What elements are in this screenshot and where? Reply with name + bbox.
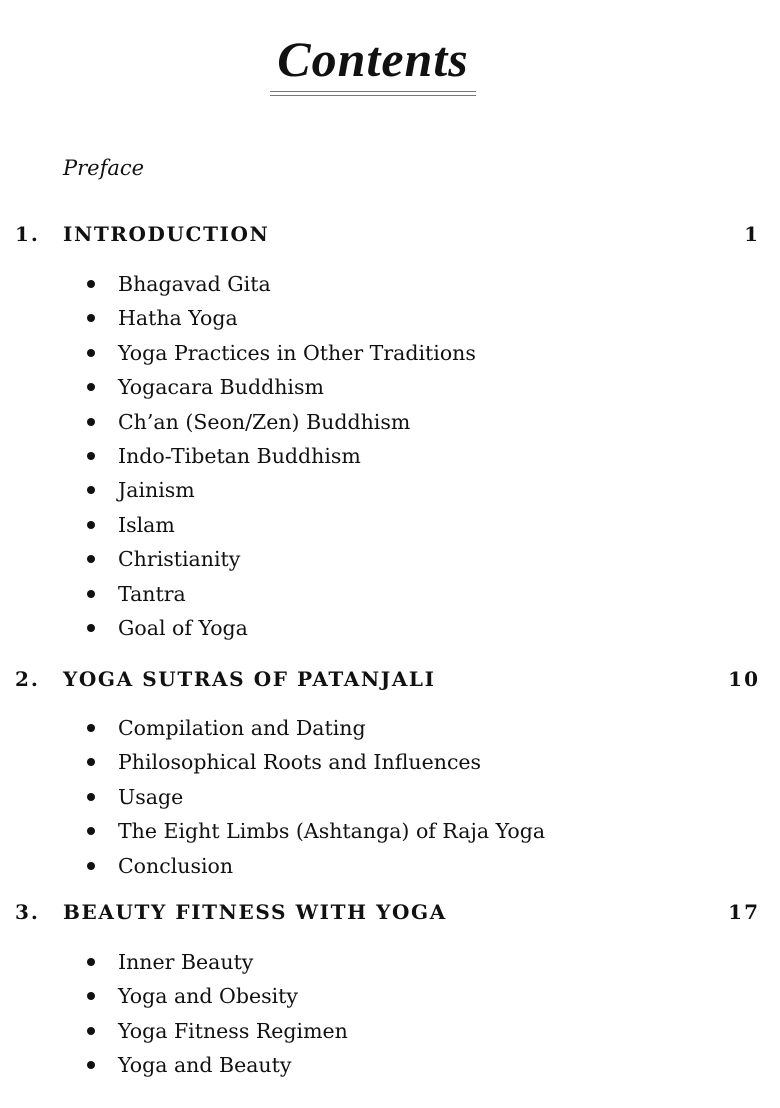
bullet-icon (87, 555, 95, 563)
bullet-icon (87, 486, 95, 494)
section-title: Philosophical Roots and Influences (118, 750, 482, 775)
chapter-page-number: 17 (728, 900, 760, 924)
section-title: Yoga Fitness Regimen (118, 1018, 348, 1043)
section-title: Yoga Practices in Other Traditions (118, 340, 476, 365)
bullet-icon (87, 590, 95, 598)
section-title: Conclusion (118, 853, 234, 878)
section-title: Goal of Yoga (118, 615, 248, 640)
section-title: Compilation and Dating (118, 716, 366, 740)
bullet-icon (87, 1027, 95, 1035)
section-title: Ch’an (Seon/Zen) Buddhism (118, 409, 411, 434)
bullet-icon (87, 349, 95, 357)
chapter-page-number: 1 (744, 222, 760, 246)
bullet-icon (87, 452, 95, 460)
bullet-icon (87, 314, 95, 322)
section-title: Yoga and Beauty (118, 1053, 292, 1078)
bullet-icon (87, 862, 95, 870)
chapter-heading (0, 222, 780, 252)
bullet-icon (87, 827, 95, 835)
section-title: Inner Beauty (118, 950, 254, 974)
chapter-title: INTRODUCTION (63, 222, 270, 246)
section-title: Usage (118, 784, 184, 809)
title-underline (270, 91, 476, 92)
title-underline (270, 95, 476, 96)
preface-entry: Preface (63, 156, 145, 180)
chapter-number: 1. (15, 222, 40, 246)
page-title: Contents (277, 31, 469, 87)
chapter-heading (0, 900, 780, 930)
chapter-page-number: 10 (728, 667, 760, 691)
bullet-icon (87, 624, 95, 632)
section-title: Jainism (118, 478, 195, 503)
section-title: Yogacara Buddhism (118, 375, 324, 400)
bullet-icon (87, 724, 95, 732)
section-title: Islam (118, 512, 175, 537)
bullet-icon (87, 793, 95, 801)
bullet-icon (87, 521, 95, 529)
bullet-icon (87, 958, 95, 966)
chapter-number: 3. (15, 900, 40, 924)
chapter-title: BEAUTY FITNESS WITH YOGA (63, 900, 447, 924)
section-title: Indo-Tibetan Buddhism (118, 443, 361, 468)
section-title: Christianity (118, 547, 241, 572)
bullet-icon (87, 758, 95, 766)
chapter-number: 2. (15, 667, 40, 691)
bullet-icon (87, 383, 95, 391)
bullet-icon (87, 992, 95, 1000)
bullet-icon (87, 418, 95, 426)
chapter-title: YOGA SUTRAS OF PATANJALI (63, 667, 436, 691)
section-title: Yoga and Obesity (118, 984, 298, 1009)
section-title: Bhagavad Gita (118, 272, 271, 296)
section-title: Hatha Yoga (118, 306, 238, 331)
bullet-icon (87, 1061, 95, 1069)
section-title: Tantra (118, 581, 186, 606)
section-title: The Eight Limbs (Ashtanga) of Raja Yoga (118, 819, 546, 844)
chapter-heading (0, 667, 780, 697)
bullet-icon (87, 280, 95, 288)
